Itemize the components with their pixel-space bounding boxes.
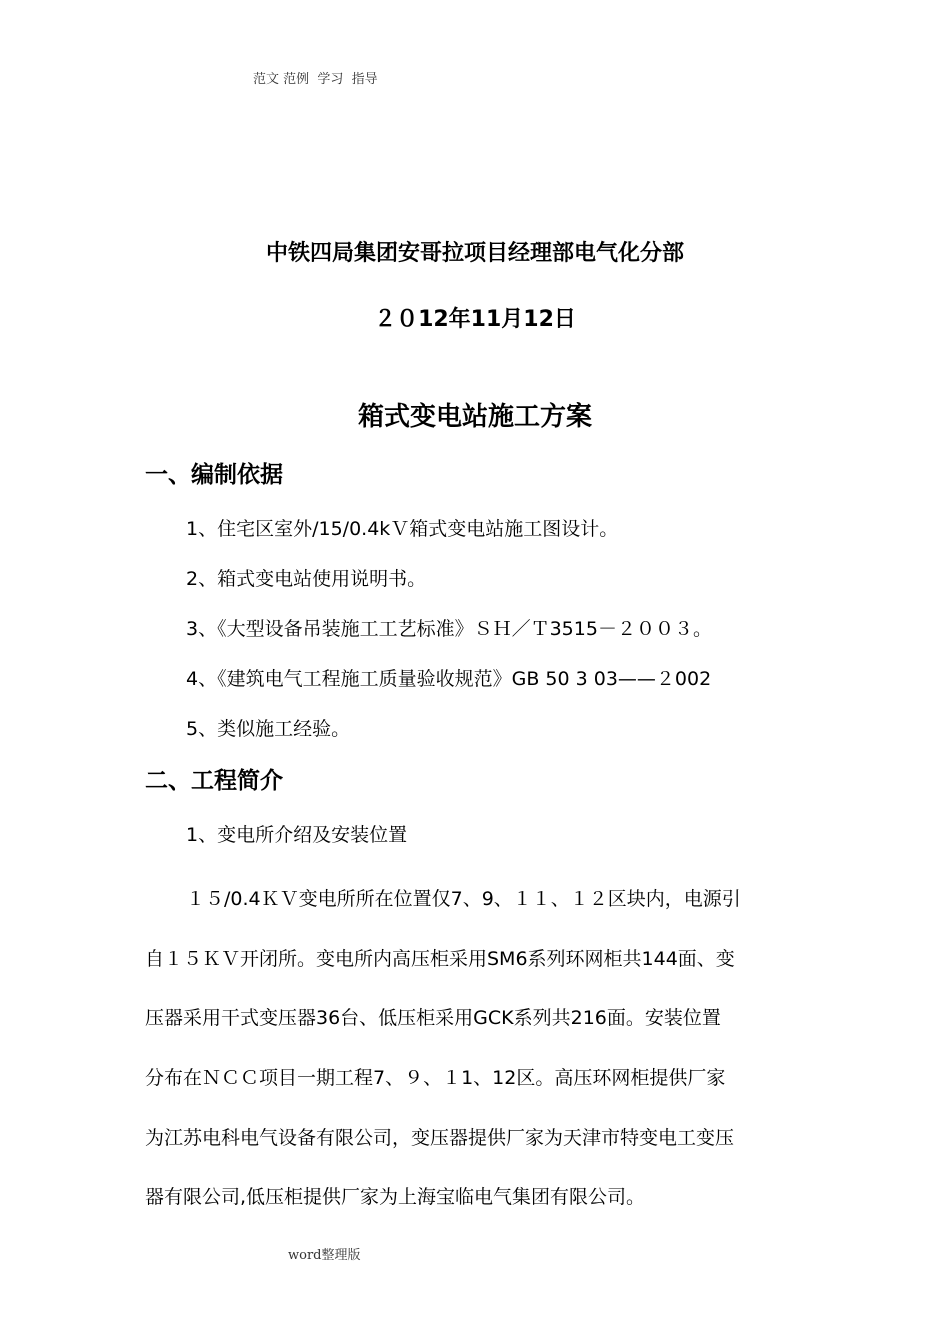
basis-item: 5、类似施工经验。 <box>186 718 351 740</box>
basis-item: 1、住宅区室外/15/0.4kＶ箱式变电站施工图设计。 <box>186 518 619 540</box>
overview-paragraph-line: １５/0.4ＫＶ变电所所在位置仅7、9、１１、１２区块内，电源引 <box>186 888 741 910</box>
section-heading-overview: 二、工程简介 <box>145 768 283 794</box>
overview-paragraph-line: 器有限公司,低压柜提供厂家为上海宝临电气集团有限公司。 <box>145 1186 646 1208</box>
overview-paragraph-line: 自１５ＫＶ开闭所。变电所内高压柜采用SM6系列环网柜共144面、变 <box>145 948 735 970</box>
overview-paragraph-line: 压器采用干式变压器36台、低压柜采用GCK系列共216面。安装位置 <box>145 1007 721 1029</box>
overview-paragraph-line: 为江苏电科电气设备有限公司，变压器提供厂家为天津市特变电工变压 <box>145 1127 735 1149</box>
overview-paragraph-line: 分布在ＮＣＣ项目一期工程7、９、１1、12区。高压环网柜提供厂家 <box>145 1067 726 1089</box>
basis-item: 4、《建筑电气工程施工质量验收规范》GB 50 3 03——２002 <box>186 668 712 690</box>
page-footer: word整理版 <box>288 1248 361 1263</box>
organization-name: 中铁四局集团安哥拉项目经理部电气化分部 <box>265 241 684 266</box>
document-date: ２０12年11月12日 <box>374 307 576 332</box>
section-heading-basis: 一、编制依据 <box>145 462 283 488</box>
page-header: 范文 范例 学习 指导 <box>253 72 378 87</box>
overview-subheading: 1、变电所介绍及安装位置 <box>186 824 408 846</box>
document-title: 箱式变电站施工方案 <box>357 402 592 432</box>
basis-item: 3、《大型设备吊装施工工艺标准》ＳＨ／Ｔ3515－２００３。 <box>186 618 712 640</box>
basis-item: 2、箱式变电站使用说明书。 <box>186 568 427 590</box>
